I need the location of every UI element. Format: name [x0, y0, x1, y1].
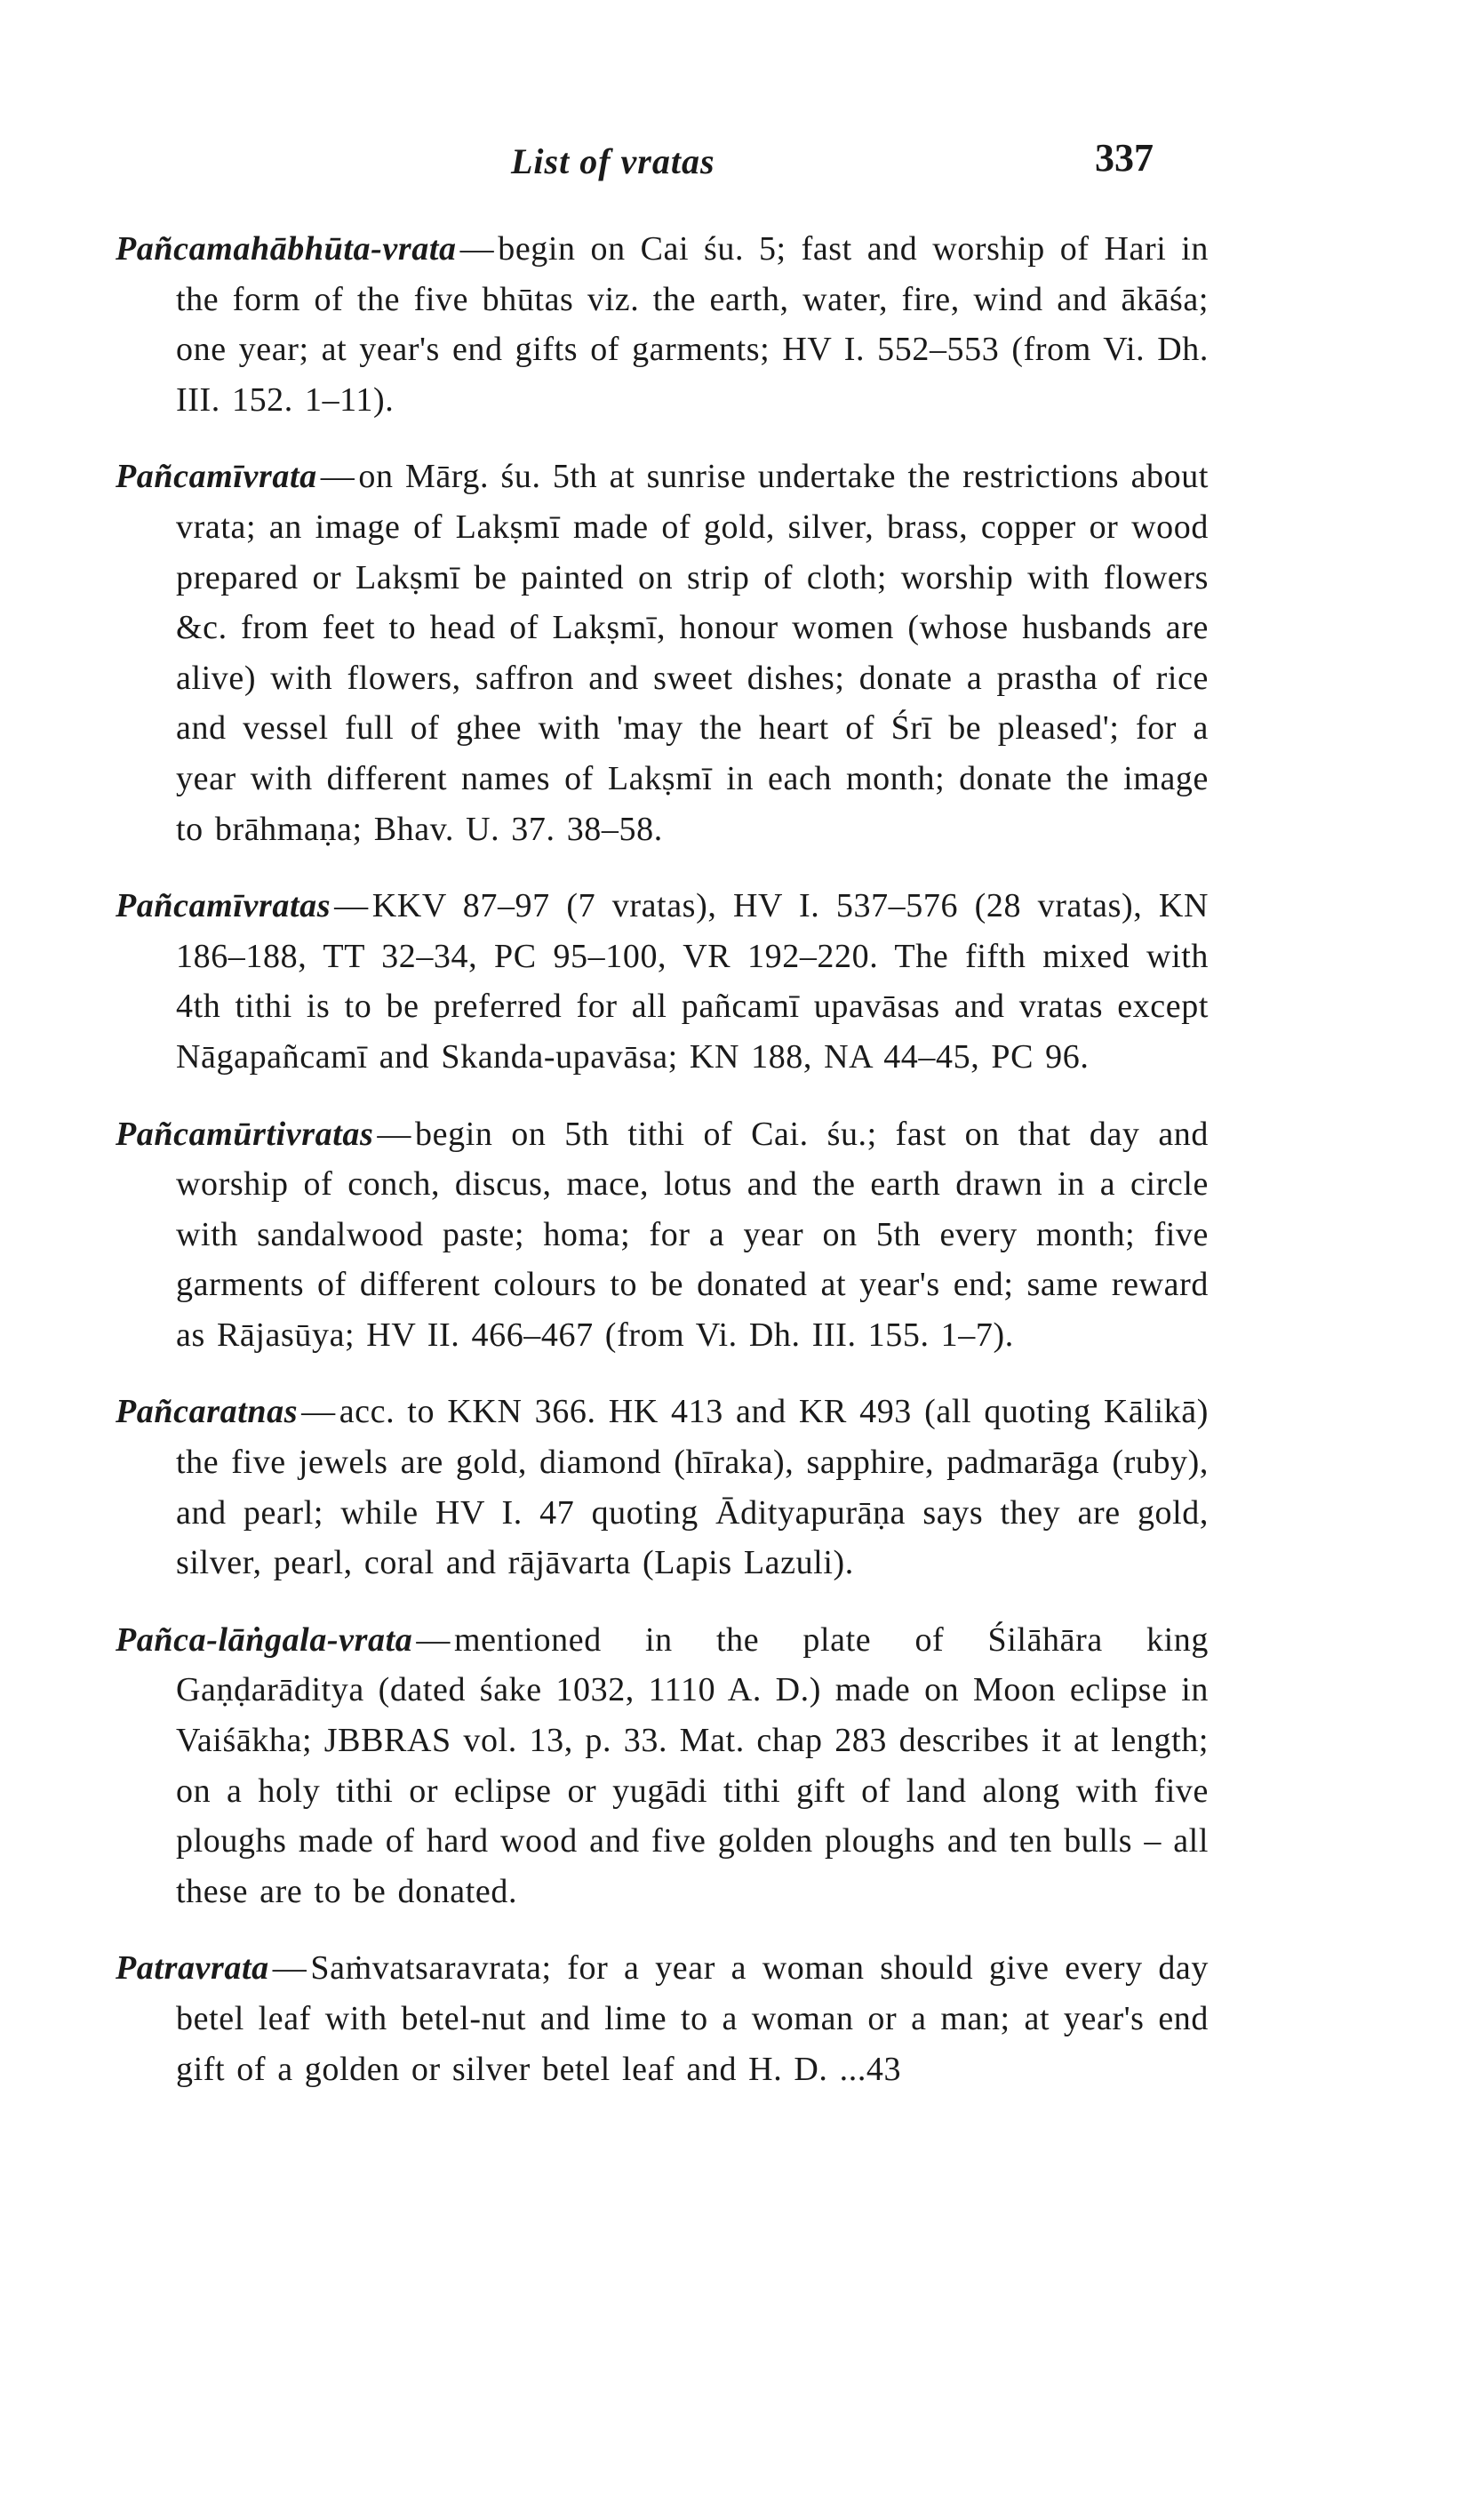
entry-text: KKV 87–97 (7 vratas), HV I. 537–576 (28 vratas), KN 186–188, TT 32–34, PC 95–100, VR 192–220. The fifth mixed with 4th tithi is to be preferred for all pañcamī upavāsas and vratas except Nāgapañcamī and Skanda-upavāsa; KN 188, NA 44–45, PC 96. [176, 887, 1209, 1076]
entry-pancamivratas [116, 881, 1209, 1082]
entry-text: Saṁvatsaravrata; for a year a woman should give every day betel leaf with betel-nut and lime to a woman or a man; at year's end gift of a golden or silver betel leaf and H. D. ...43 [176, 1949, 1209, 2088]
entry-headword: Pañca-lāṅgala-vrata [116, 1620, 413, 1659]
entry-panca-langala-vrata [116, 1615, 1209, 1917]
entry-pancamivrata [116, 452, 1209, 854]
em-dash: — [334, 887, 369, 925]
em-dash: — [416, 1620, 451, 1659]
entry-text: on Mārg. śu. 5th at sunrise undertake the restrictions about vrata; an image of Lakṣmī made of gold, silver, brass, copper or wood prepared or Lakṣmī be painted on strip of cloth; worship with flowers &c. from feet to head of Lakṣmī, honour women (whose husbands are alive) with flowers, saffron and sweet dishes; donate a prastha of rice and vessel full of ghee with 'may the heart of Śrī be pleased'; for a year with different names of Lakṣmī in each month; donate the image to brāhmaṇa; Bhav. U. 37. 38–58. [176, 458, 1209, 848]
em-dash: — [320, 458, 355, 496]
entry-headword: Patravrata [116, 1949, 269, 1988]
entry-pancamurtivratas [116, 1109, 1209, 1361]
entry-headword: Pañcamīvrata [116, 458, 317, 496]
entry-headword: Pañcamīvratas [116, 887, 331, 925]
entry-text: begin on Cai śu. 5; fast and worship of Hari in the form of the five bhūtas viz. the earth, water, fire, wind and ākāśa; one year; at year's end gifts of garments; HV I. 552–553 (from Vi. Dh. III. 152. 1–11). [176, 230, 1209, 419]
running-head [0, 136, 1469, 194]
entry-text: begin on 5th tithi of Cai. śu.; fast on that day and worship of conch, discus, mace, lotus and the earth drawn in a circle with sandalwood paste; homa; for a year on 5th every month; five garments of different colours to be donated at year's end; same reward as Rājasūya; HV II. 466–467 (from Vi. Dh. III. 155. 1–7). [176, 1115, 1209, 1354]
em-dash: — [459, 230, 495, 268]
em-dash: — [377, 1115, 412, 1153]
entry-pancamahabhuta-vrata [116, 224, 1209, 425]
entry-list [116, 224, 1209, 2121]
entry-text: acc. to KKN 366. HK 413 and KR 493 (all quoting Kālikā) the five jewels are gold, diamond (hīraka), sapphire, padmarāga (ruby), and pearl; while HV I. 47 quoting Ādityapurāṇa says they are gold, silver, pearl, coral and rājāvarta (Lapis Lazuli). [176, 1393, 1209, 1582]
em-dash: — [272, 1949, 307, 1988]
entry-headword: Pañcaratnas [116, 1393, 299, 1431]
running-title: List of vratas [511, 141, 715, 181]
page-number: 337 [1095, 136, 1154, 180]
entry-pancaratnas [116, 1387, 1209, 1588]
entry-patravrata [116, 1943, 1209, 2094]
entry-headword: Pañcamūrtivratas [116, 1115, 374, 1153]
em-dash: — [301, 1393, 336, 1431]
entry-text: mentioned in the plate of Śilāhāra king Gaṇḍarāditya (dated śake 1032, 1110 A. D.) made on Moon eclipse in Vaiśākha; JBBRAS vol. 13, p. 33. Mat. chap 283 describes it at length; on a holy tithi or eclipse or yugādi tithi gift of land along with five ploughs made of hard wood and five golden ploughs and ten bulls – all these are to be donated. [176, 1620, 1209, 1910]
entry-headword: Pañcamahābhūta-vrata [116, 230, 457, 268]
